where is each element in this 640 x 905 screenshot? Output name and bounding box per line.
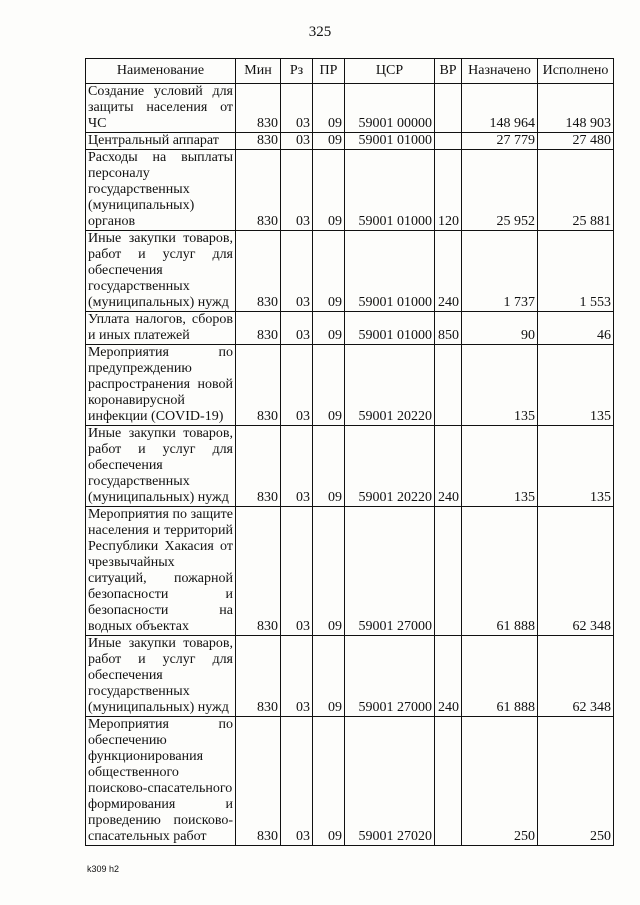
row-csr: 59001 01000: [345, 150, 435, 231]
row-min: 830: [236, 84, 281, 133]
row-csr: 59001 27000: [345, 507, 435, 636]
row-min: 830: [236, 507, 281, 636]
row-rz: 03: [281, 133, 313, 150]
row-min: 830: [236, 345, 281, 426]
row-executed: 62 348: [538, 636, 614, 717]
row-rz: 03: [281, 717, 313, 846]
row-rz: 03: [281, 312, 313, 345]
header-rz: Рз: [281, 59, 313, 84]
row-assigned: 250: [462, 717, 538, 846]
row-vr: [435, 717, 462, 846]
row-csr: 59001 20220: [345, 426, 435, 507]
page-number: 325: [308, 24, 332, 40]
row-csr: 59001 20220: [345, 345, 435, 426]
table-row: [86, 231, 614, 312]
table-row: [86, 426, 614, 507]
row-assigned: 61 888: [462, 507, 538, 636]
row-vr: 850: [435, 312, 462, 345]
row-pr: 09: [313, 84, 345, 133]
table-row: [86, 507, 614, 636]
row-name: Мероприятия по предупреждению распространения новой коронавирусной инфекции (COVID-19): [86, 345, 236, 426]
row-pr: 09: [313, 345, 345, 426]
row-csr: 59001 27000: [345, 636, 435, 717]
header-assigned: Назначено: [462, 59, 538, 84]
row-vr: 120: [435, 150, 462, 231]
row-name: Иные закупки товаров, работ и услуг для обеспечения государственных (муниципальных) нужд: [86, 231, 236, 312]
budget-table: [85, 58, 614, 846]
row-executed: 135: [538, 426, 614, 507]
header-min: Мин: [236, 59, 281, 84]
header-vr: ВР: [435, 59, 462, 84]
row-min: 830: [236, 150, 281, 231]
row-min: 830: [236, 426, 281, 507]
row-name: Иные закупки товаров, работ и услуг для обеспечения государственных (муниципальных) нужд: [86, 636, 236, 717]
table-row: [86, 636, 614, 717]
row-rz: 03: [281, 345, 313, 426]
row-executed: 250: [538, 717, 614, 846]
header-name: Наименование: [86, 59, 236, 84]
table-row: [86, 150, 614, 231]
row-pr: 09: [313, 231, 345, 312]
row-min: 830: [236, 231, 281, 312]
row-pr: 09: [313, 507, 345, 636]
row-executed: 46: [538, 312, 614, 345]
row-executed: 148 903: [538, 84, 614, 133]
row-rz: 03: [281, 150, 313, 231]
row-assigned: 90: [462, 312, 538, 345]
row-assigned: 135: [462, 426, 538, 507]
row-csr: 59001 01000: [345, 312, 435, 345]
row-pr: 09: [313, 636, 345, 717]
row-min: 830: [236, 717, 281, 846]
row-name: Создание условий для защиты населения от ЧС: [86, 84, 236, 133]
row-executed: 135: [538, 345, 614, 426]
row-rz: 03: [281, 507, 313, 636]
row-name: Расходы на выплаты персоналу государственных (муниципальных) органов: [86, 150, 236, 231]
row-rz: 03: [281, 426, 313, 507]
table-row: [86, 345, 614, 426]
row-assigned: 135: [462, 345, 538, 426]
row-vr: [435, 345, 462, 426]
footer-code: k309 h2: [87, 864, 120, 874]
row-assigned: 27 779: [462, 133, 538, 150]
row-min: 830: [236, 133, 281, 150]
row-name: Мероприятия по обеспечению функционирования общественного поисково-спасательного формирования и проведению поисково-спасательных работ: [86, 717, 236, 846]
row-assigned: 61 888: [462, 636, 538, 717]
table-header-row: [86, 59, 614, 84]
row-executed: 27 480: [538, 133, 614, 150]
row-min: 830: [236, 312, 281, 345]
row-vr: [435, 507, 462, 636]
row-vr: 240: [435, 636, 462, 717]
table-row: [86, 84, 614, 133]
header-executed: Исполнено: [538, 59, 614, 84]
row-rz: 03: [281, 636, 313, 717]
row-vr: 240: [435, 231, 462, 312]
row-name: Иные закупки товаров, работ и услуг для обеспечения государственных (муниципальных) нужд: [86, 426, 236, 507]
row-assigned: 148 964: [462, 84, 538, 133]
row-assigned: 25 952: [462, 150, 538, 231]
row-executed: 62 348: [538, 507, 614, 636]
row-vr: [435, 84, 462, 133]
table-row: [86, 133, 614, 150]
header-csr: ЦСР: [345, 59, 435, 84]
table-row: [86, 717, 614, 846]
row-pr: 09: [313, 717, 345, 846]
row-pr: 09: [313, 150, 345, 231]
row-pr: 09: [313, 426, 345, 507]
row-rz: 03: [281, 84, 313, 133]
row-name: Уплата налогов, сборов и иных платежей: [86, 312, 236, 345]
row-pr: 09: [313, 312, 345, 345]
row-min: 830: [236, 636, 281, 717]
row-csr: 59001 01000: [345, 133, 435, 150]
row-csr: 59001 00000: [345, 84, 435, 133]
header-pr: ПР: [313, 59, 345, 84]
row-assigned: 1 737: [462, 231, 538, 312]
row-csr: 59001 27020: [345, 717, 435, 846]
row-vr: 240: [435, 426, 462, 507]
row-pr: 09: [313, 133, 345, 150]
row-rz: 03: [281, 231, 313, 312]
row-name: Центральный аппарат: [86, 133, 236, 150]
row-vr: [435, 133, 462, 150]
row-name: Мероприятия по защите населения и территорий Республики Хакасия от чрезвычайных ситуаций, пожарной безопасности и безопасности на водных объектах: [86, 507, 236, 636]
table-row: [86, 312, 614, 345]
row-executed: 25 881: [538, 150, 614, 231]
row-executed: 1 553: [538, 231, 614, 312]
row-csr: 59001 01000: [345, 231, 435, 312]
